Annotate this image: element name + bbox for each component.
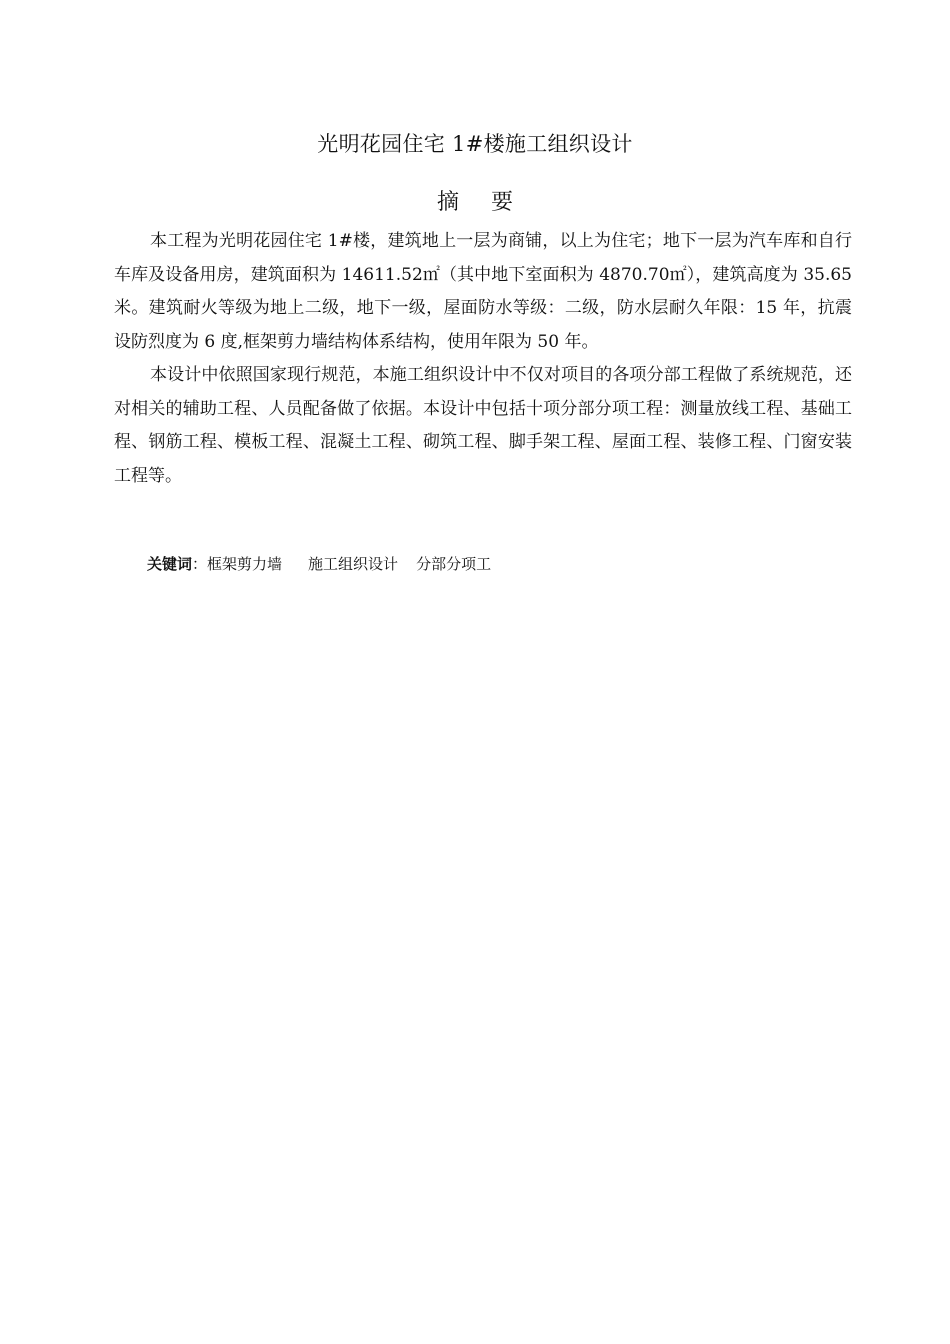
- keyword-item: 框架剪力墙: [207, 555, 283, 573]
- abstract-heading: [0, 186, 950, 220]
- document-title: 光明花园住宅 1#楼施工组织设计: [317, 132, 633, 156]
- abstract-heading-char-2: 要: [491, 190, 514, 215]
- keyword-item: 施工组织设计: [308, 555, 399, 573]
- abstract-paragraph-1: 本工程为光明花园住宅 1#楼，建筑地上一层为商铺，以上为住宅；地下一层为汽车库和自行车库及设备用房，建筑面积为 14611.52㎡（其中地下室面积为 4870.70㎡），建筑高度为 35.65 米。建筑耐火等级为地上二级，地下一级，屋面防水等级：二级，防水层耐久年限：15 年，抗震设防烈度为 6 度,框架剪力墙结构体系结构，使用年限为 50 年。: [114, 231, 852, 352]
- keywords-line: [147, 551, 491, 577]
- keywords-separator: ：: [192, 555, 208, 573]
- keywords-label: 关键词: [147, 555, 193, 573]
- abstract-paragraph-2: 本设计中依照国家现行规范，本施工组织设计中不仅对项目的各项分部工程做了系统规范，还对相关的辅助工程、人员配备做了依据。本设计中包括十项分部分项工程：测量放线工程、基础工程、钢筋工程、模板工程、混凝土工程、砌筑工程、脚手架工程、屋面工程、装修工程、门窗安装工程等。: [114, 365, 852, 486]
- keyword-item: 分部分项工: [416, 555, 492, 573]
- abstract-heading-char-1: 摘: [436, 190, 459, 215]
- abstract-body: [114, 225, 852, 493]
